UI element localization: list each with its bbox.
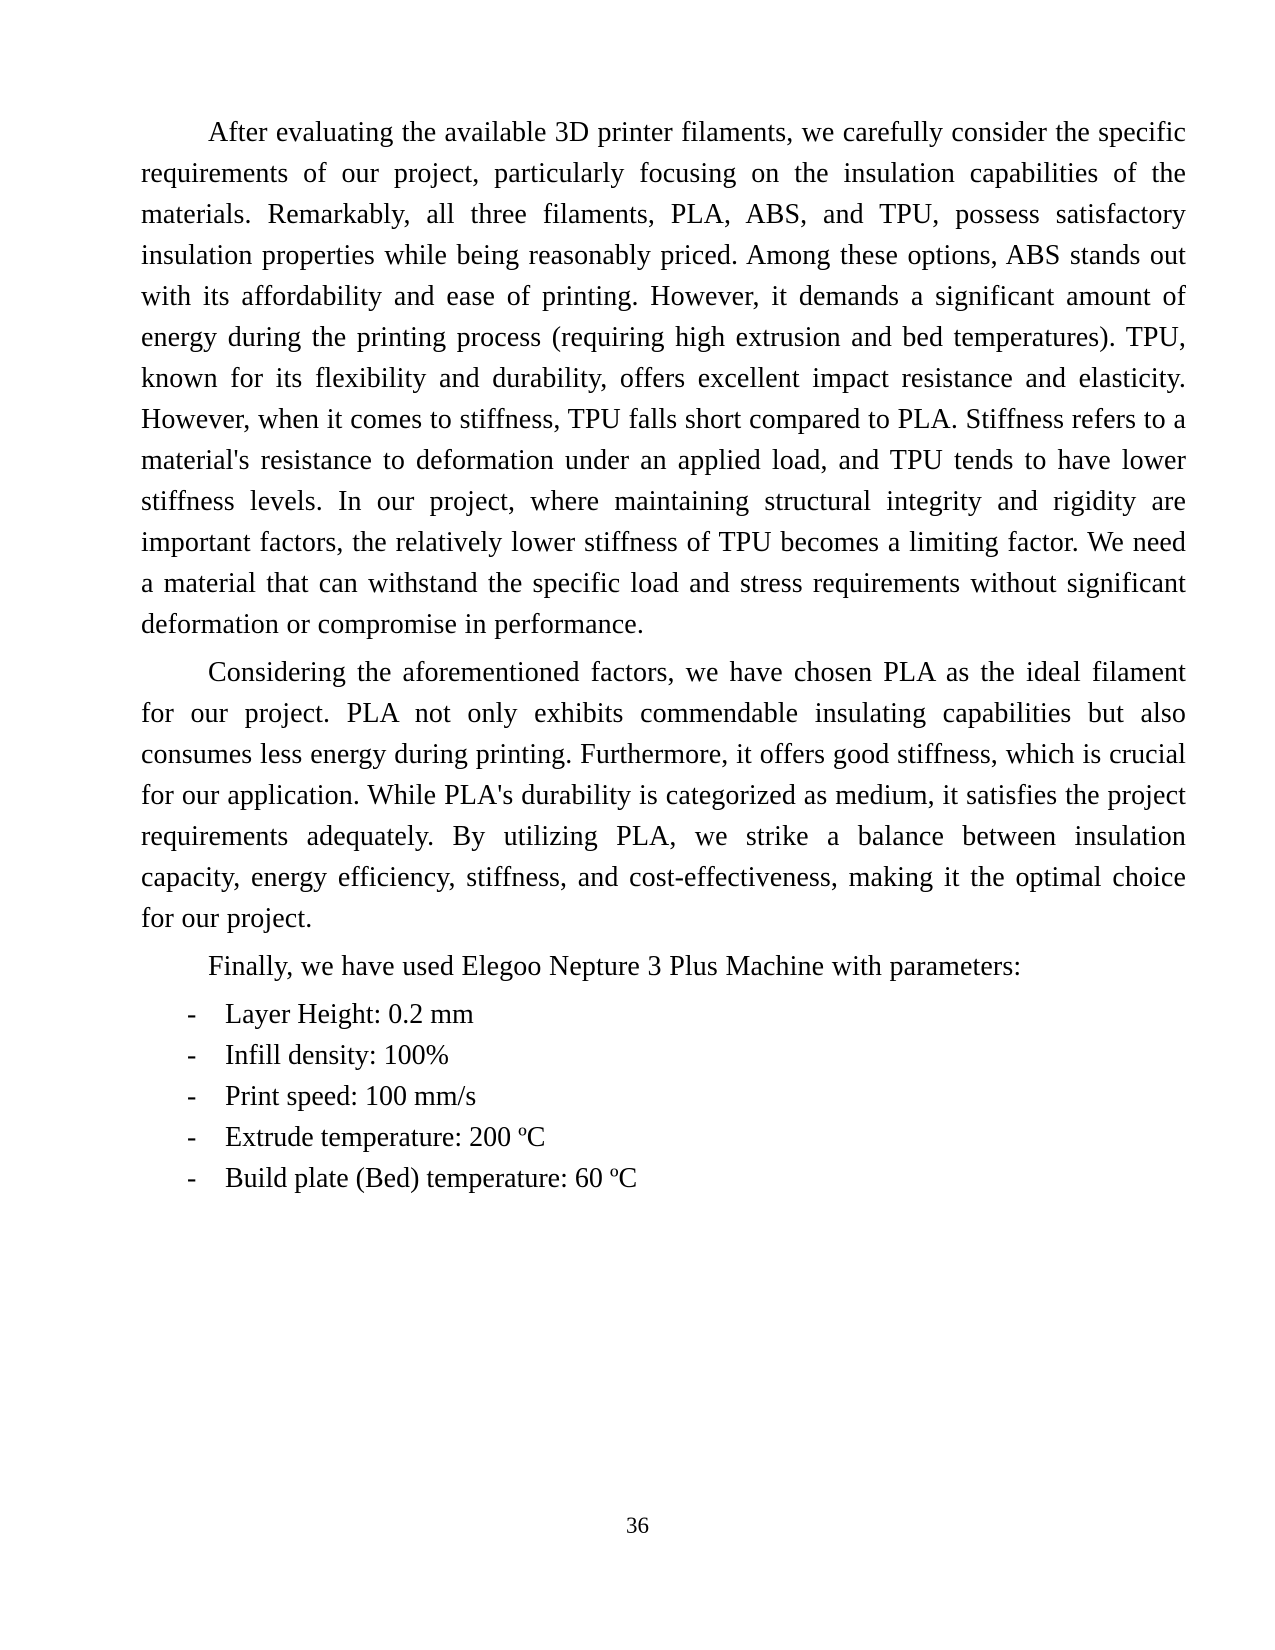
document-body xyxy=(141,112,1186,1199)
bullet-dash: - xyxy=(187,1163,197,1194)
list-item-text: Layer Height: 0.2 mm xyxy=(225,999,474,1030)
paragraph-pla-choice: Considering the aforementioned factors, we have chosen PLA as the ideal filament for our project. PLA not only exhibits commendable insulating capabilities but also consumes less energy during printing. Furthermore, it offers good stiffness, which is crucial for our application. While PLA's durability is categorized as medium, it satisfies the project requirements adequately. By utilizing PLA, we strike a balance between insulation capacity, energy efficiency, stiffness, and cost-effectiveness, making it the optimal choice for our project. xyxy=(141,657,1186,934)
list-item-extrude-temperature xyxy=(141,1117,1186,1158)
bullet-dash: - xyxy=(187,1081,197,1112)
list-item-layer-height xyxy=(141,994,1186,1035)
list-item-text: Build plate (Bed) temperature: 60 ºC xyxy=(225,1163,638,1194)
list-item-bed-temperature xyxy=(141,1158,1186,1199)
bullet-dash: - xyxy=(187,999,197,1030)
page-number: 36 xyxy=(626,1513,649,1538)
list-item-text: Extrude temperature: 200 ºC xyxy=(225,1122,546,1153)
paragraph-machine-intro: Finally, we have used Elegoo Nepture 3 Plus Machine with parameters: xyxy=(208,951,1022,982)
printer-parameters-list xyxy=(141,994,1186,1199)
list-item-text: Print speed: 100 mm/s xyxy=(225,1081,477,1112)
list-item-print-speed xyxy=(141,1076,1186,1117)
bullet-dash: - xyxy=(187,1122,197,1153)
list-item-text: Infill density: 100% xyxy=(225,1040,449,1071)
bullet-dash: - xyxy=(187,1040,197,1071)
paragraph-filament-evaluation: After evaluating the available 3D printer filaments, we carefully consider the specific requirements of our project, particularly focusing on the insulation capabilities of the materials. Remarkably, all three filaments, PLA, ABS, and TPU, possess satisfactory insulation properties while being reasonably priced. Among these options, ABS stands out with its affordability and ease of printing. However, it demands a significant amount of energy during the printing process (requiring high extrusion and bed temperatures). TPU, known for its flexibility and durability, offers excellent impact resistance and elasticity. However, when it comes to stiffness, TPU falls short compared to PLA. Stiffness refers to a material's resistance to deformation under an applied load, and TPU tends to have lower stiffness levels. In our project, where maintaining structural integrity and rigidity are important factors, the relatively lower stiffness of TPU becomes a limiting factor. We need a material that can withstand the specific load and stress requirements without significant deformation or compromise in performance. xyxy=(141,117,1186,640)
list-item-infill-density xyxy=(141,1035,1186,1076)
